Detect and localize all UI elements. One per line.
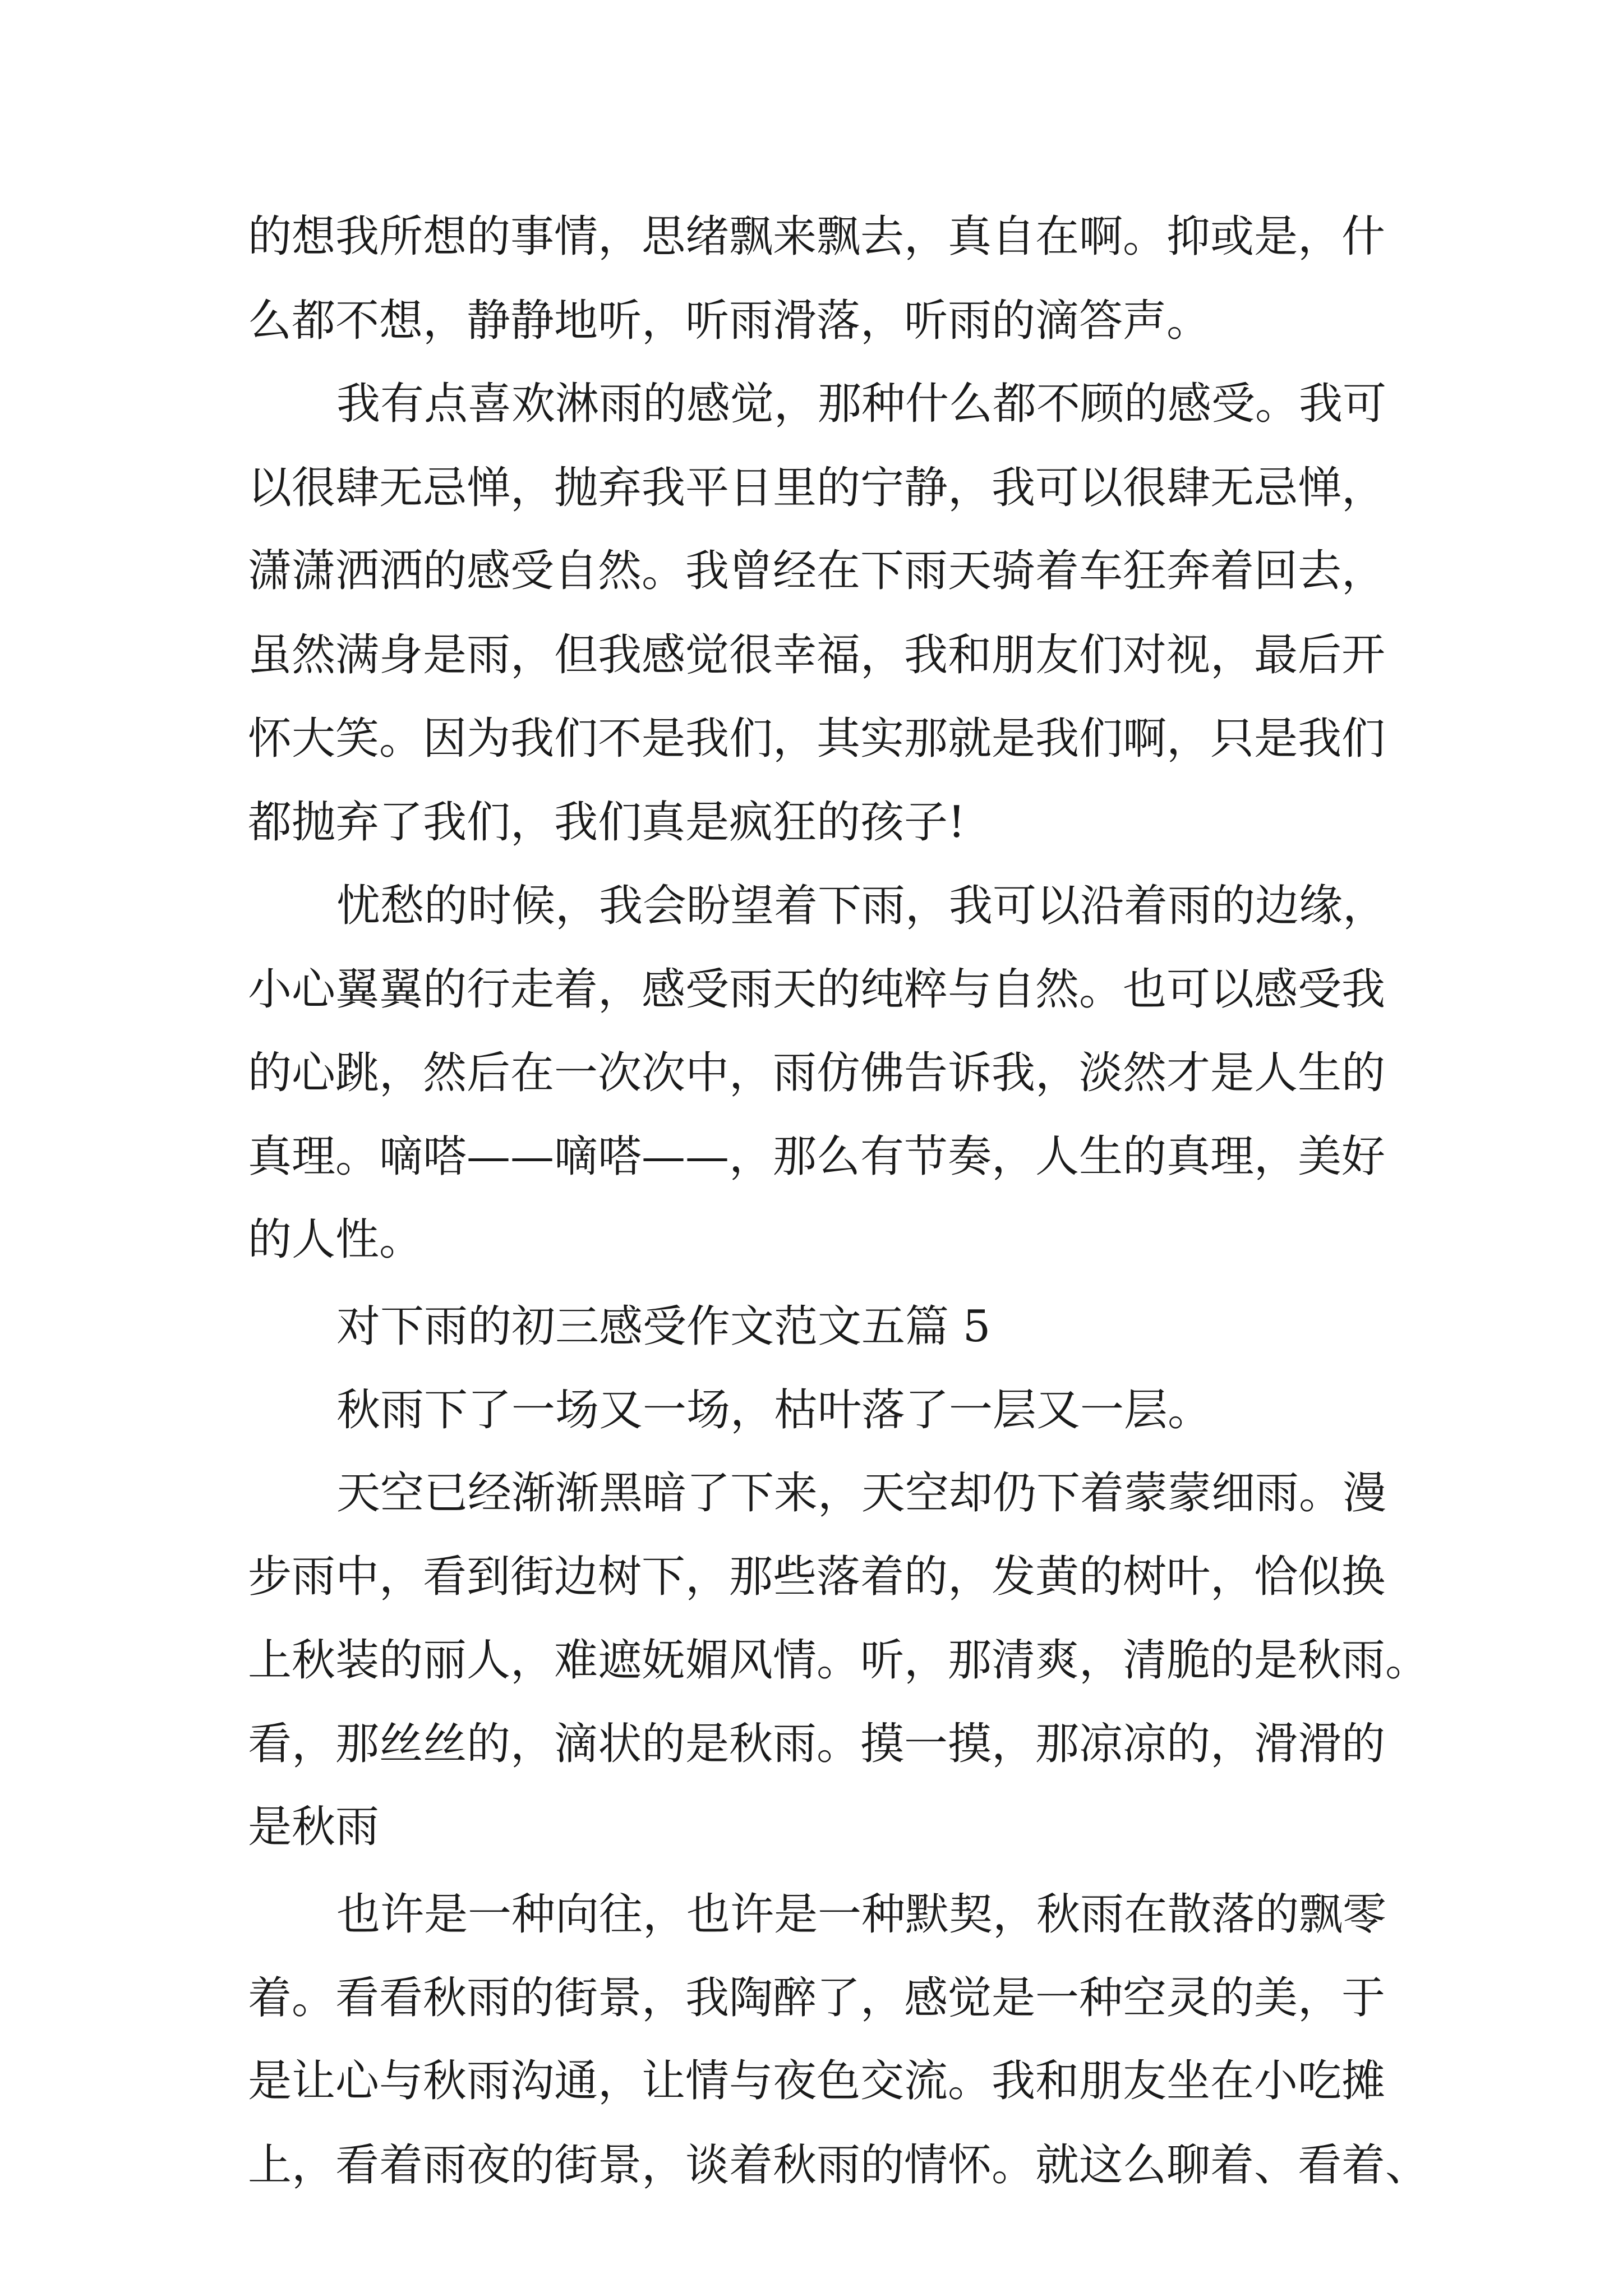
text-line: 上秋装的丽人，难遮妩媚风情。听，那清爽，清脆的是秋雨。 (248, 1635, 1430, 1686)
text-line: 的心跳，然后在一次次中，雨仿佛告诉我，淡然才是人生的 (248, 1048, 1386, 1098)
text-line: 是秋雨 (248, 1802, 380, 1852)
text-line: 上，看着雨夜的街景，谈着秋雨的情怀。就这么聊着、看着、 (248, 2140, 1430, 2191)
text-line: 的想我所想的事情，思绪飘来飘去，真自在啊。抑或是，什 (248, 211, 1386, 262)
text-line: 天空已经渐渐黑暗了下来，天空却仍下着蒙蒙细雨。漫 (336, 1468, 1387, 1519)
text-line: 是让心与秋雨沟通，让情与夜色交流。我和朋友坐在小吃摊 (248, 2056, 1386, 2106)
text-line: 秋雨下了一场又一场，枯叶落了一层又一层。 (336, 1385, 1212, 1435)
text-line: 的人性。 (248, 1214, 423, 1265)
section-heading: 对下雨的初三感受作文范文五篇 5 (336, 1301, 991, 1352)
text-line: 真理。嘀嗒——嘀嗒——，那么有节奏，人生的真理，美好 (248, 1131, 1386, 1182)
text-line: 么都不想，静静地听，听雨滑落，听雨的滴答声。 (248, 296, 1211, 346)
text-line: 着。看看秋雨的街景，我陶醉了，感觉是一种空灵的美，于 (248, 1973, 1386, 2023)
text-line: 我有点喜欢淋雨的感觉，那种什么都不顾的感受。我可 (336, 379, 1387, 429)
text-line: 怀大笑。因为我们不是我们，其实那就是我们啊，只是我们 (248, 714, 1386, 764)
text-line: 虽然满身是雨，但我感觉很幸福，我和朋友们对视，最后开 (248, 630, 1386, 680)
text-line: 小心翼翼的行走着，感受雨天的纯粹与自然。也可以感受我 (248, 964, 1386, 1015)
text-line: 也许是一种向往，也许是一种默契，秋雨在散落的飘零 (336, 1889, 1387, 1940)
text-line: 忧愁的时候，我会盼望着下雨，我可以沿着雨的边缘， (336, 881, 1387, 931)
text-line: 看，那丝丝的，滴状的是秋雨。摸一摸，那凉凉的，滑滑的 (248, 1719, 1386, 1769)
text-line: 潇潇洒洒的感受自然。我曾经在下雨天骑着车狂奔着回去， (248, 546, 1386, 596)
text-line: 步雨中，看到街边树下，那些落着的，发黄的树叶，恰似换 (248, 1552, 1386, 1602)
text-line: 以很肆无忌惮，抛弃我平日里的宁静，我可以很肆无忌惮， (248, 463, 1386, 513)
text-line: 都抛弃了我们，我们真是疯狂的孩子! (248, 797, 966, 848)
